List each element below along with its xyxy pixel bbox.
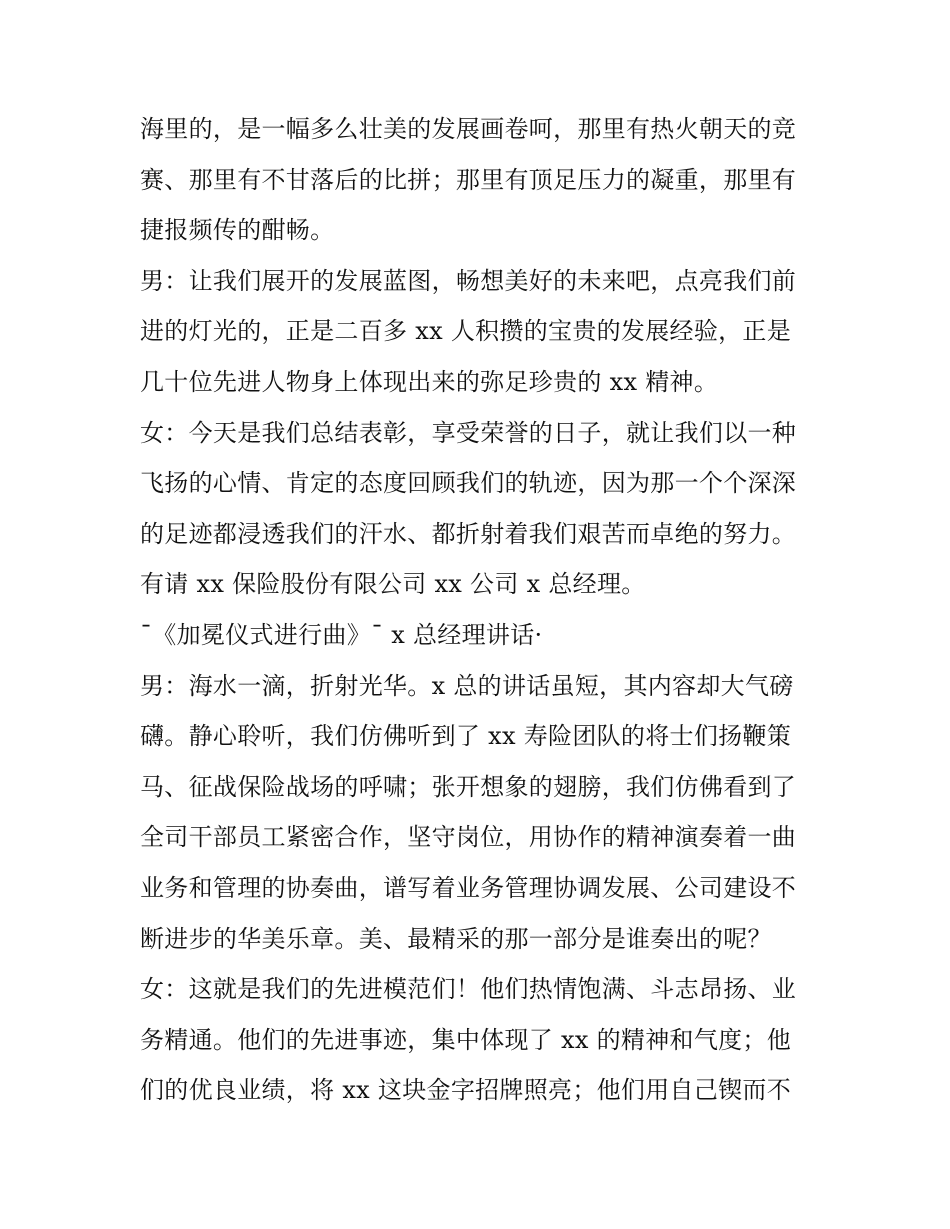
text-line: 们的优良业绩，将 xx 这块金字招牌照亮；他们用自己锲而不: [140, 1076, 792, 1105]
text-line: 马、征战保险战场的呼啸；张开想象的翅膀，我们仿佛看到了: [140, 772, 797, 801]
text-line: 男：让我们展开的发展蓝图，畅想美好的未来吧，点亮我们前: [140, 266, 797, 295]
text-line: 业务和管理的协奏曲，谱写着业务管理协调发展、公司建设不: [140, 873, 797, 902]
text-line: 务精通。他们的先进事迹，集中体现了 xx 的精神和气度；他: [140, 1025, 792, 1054]
text-line: ¯《加冕仪式进行曲》¯ x 总经理讲话·: [140, 620, 543, 649]
document-body: [140, 104, 830, 1116]
text-line: 有请 xx 保险股份有限公司 xx 公司 x 总经理。: [140, 570, 646, 599]
text-line: 飞扬的心情、肯定的态度回顾我们的轨迹，因为那一个个深深: [140, 469, 797, 498]
text-line: 女：这就是我们的先进模范们！他们热情饱满、斗志昂扬、业: [140, 975, 797, 1004]
text-line: 断进步的华美乐章。美、最精采的那一部分是谁奏出的呢？: [140, 924, 772, 953]
text-line: 赛、那里有不甘落后的比拼；那里有顶足压力的凝重，那里有: [140, 165, 797, 194]
text-line: 全司干部员工紧密合作，坚守岗位，用协作的精神演奏着一曲: [140, 823, 797, 852]
text-line: 男：海水一滴，折射光华。x 总的讲话虽短，其内容却大气磅: [140, 671, 794, 700]
text-line: 女：今天是我们总结表彰，享受荣誉的日子，就让我们以一种: [140, 418, 797, 447]
text-line: 海里的，是一幅多么壮美的发展画卷呵，那里有热火朝天的竞: [140, 115, 797, 143]
text-line: 的足迹都浸透我们的汗水、都折射着我们艰苦而卓绝的努力。: [140, 519, 797, 548]
text-line: 进的灯光的，正是二百多 xx 人积攒的宝贵的发展经验，正是: [140, 317, 792, 346]
text-line: 礴。静心聆听，我们仿佛听到了 xx 寿险团队的将士们扬鞭策: [140, 722, 792, 751]
text-line: 捷报频传的酣畅。: [140, 216, 335, 245]
text-line: 几十位先进人物身上体现出来的弥足珍贵的 xx 精神。: [140, 367, 719, 396]
